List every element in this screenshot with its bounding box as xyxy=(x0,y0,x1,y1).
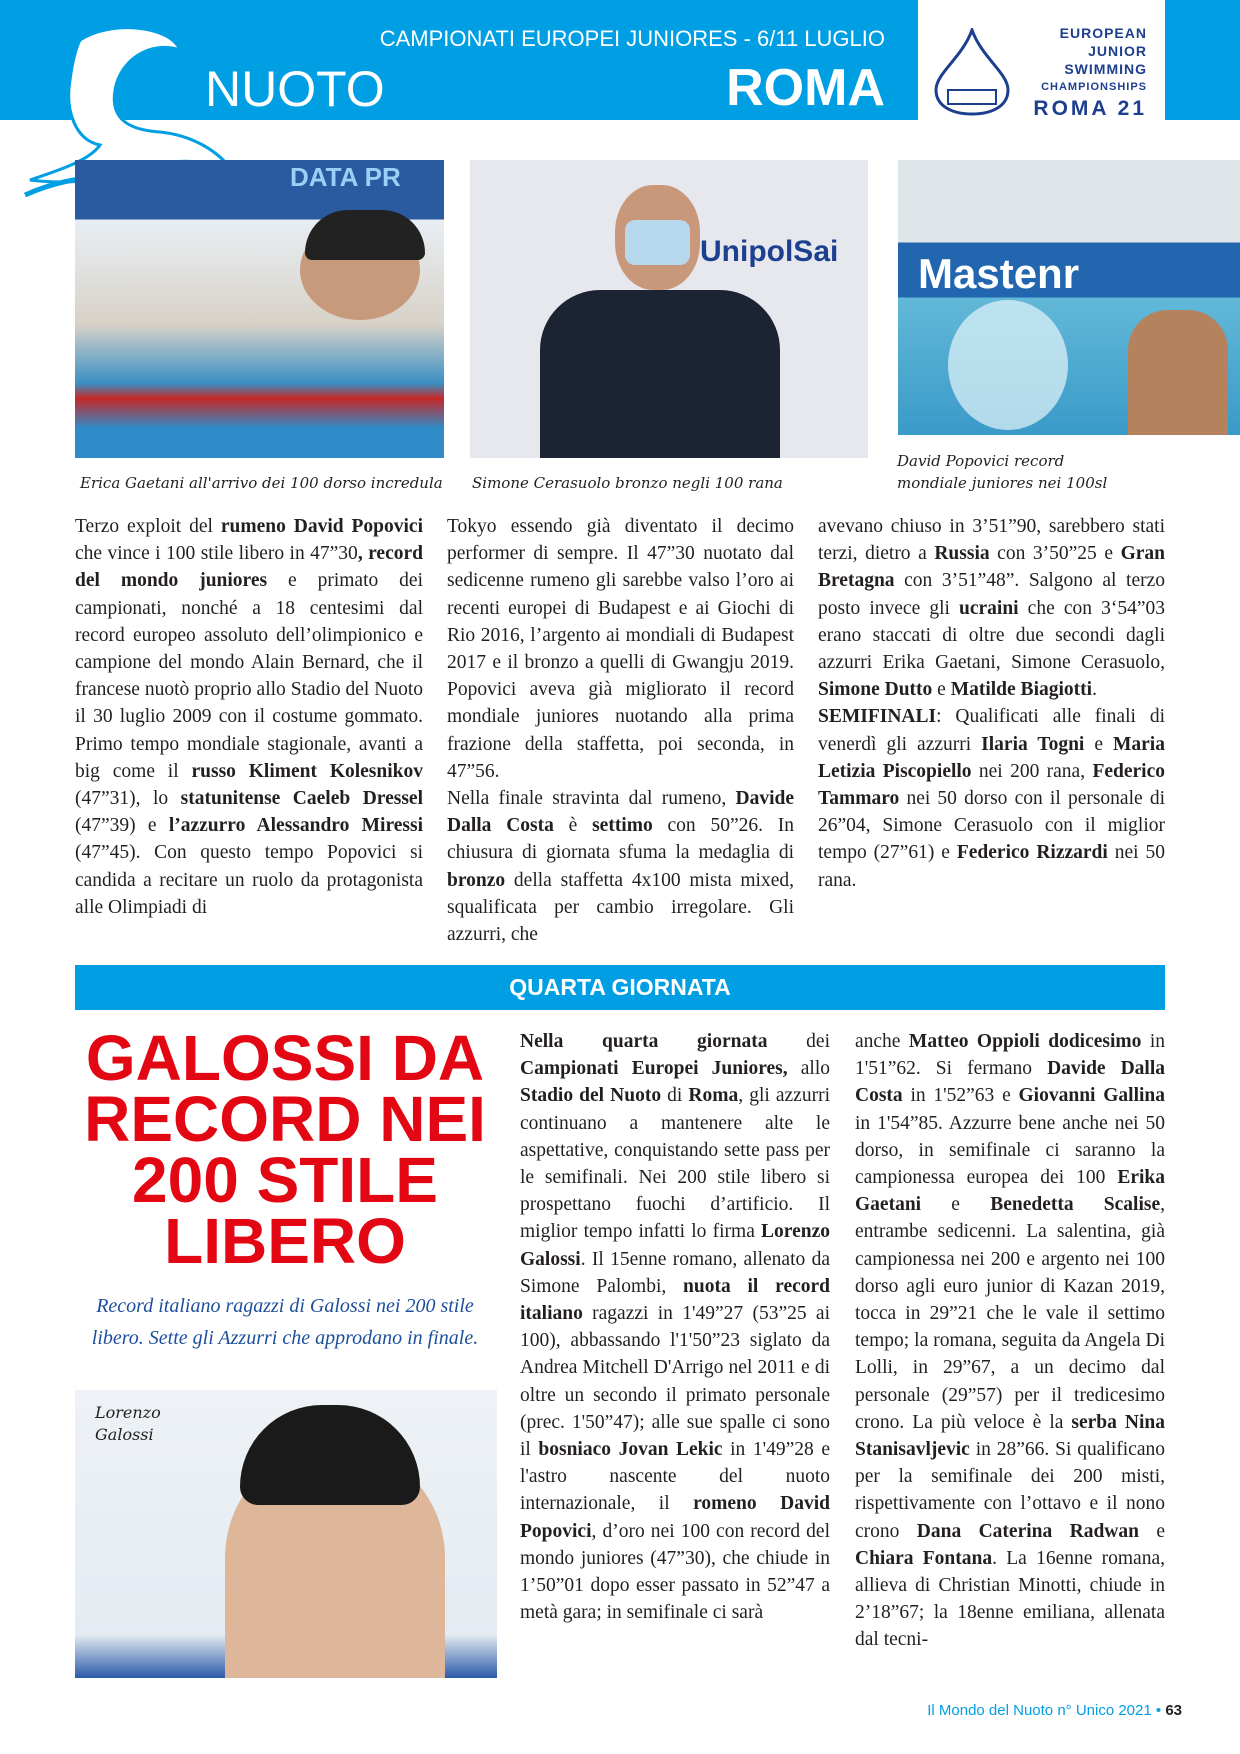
text-run: che vince i 100 stile libero in 47”30 xyxy=(75,543,358,565)
text-run: e xyxy=(921,1194,991,1216)
text-run: con 50”26. In chiusura di giornata sfuma la medaglia di xyxy=(447,815,794,864)
photo-sign: UnipolSai xyxy=(700,235,839,268)
text-run: avevano chiuso in 3’51”90, sarebbero stati terzi, dietro a xyxy=(818,516,1165,565)
bold-text: Davide Dalla Costa xyxy=(855,1058,1165,1107)
text-run: allo xyxy=(787,1058,830,1080)
bold-text: statunitense Caeleb Dressel xyxy=(180,788,423,810)
text-run: nei 50 rana. xyxy=(818,842,1165,891)
article2-column-1 xyxy=(520,1028,830,1626)
bold-text: russo Kliment Kolesnikov xyxy=(191,760,424,782)
bold-text: Matteo Oppioli dodicesimo xyxy=(908,1031,1142,1052)
article-headline: GALOSSI DA RECORD NEI 200 STILE LIBERO xyxy=(84,1022,486,1277)
bold-text: Gran Bretagna xyxy=(818,543,1165,592)
text-run: di xyxy=(661,1085,689,1107)
photo-sign: DATA PR xyxy=(290,162,401,192)
logo-line: CHAMPIONSHIPS xyxy=(1041,81,1147,93)
page-number: 63 xyxy=(1165,1702,1182,1719)
bold-text: l’azzurro Alessandro Miressi xyxy=(168,815,423,837)
bold-text: SEMIFINALI xyxy=(818,706,937,728)
bold-text: Chiara Fontana xyxy=(855,1547,993,1569)
bold-text: Maria Letizia Piscopiello xyxy=(818,733,1165,782)
paragraph xyxy=(818,513,1165,703)
photo-caption: Lorenzo Galossi xyxy=(95,1403,161,1444)
text-run: con 3’51”48”. Salgono al terzo posto invece gli xyxy=(818,570,1165,619)
bold-text: Benedetta Scalise xyxy=(990,1194,1161,1216)
bold-text: , record del mondo juniores xyxy=(75,543,423,592)
text-run: e xyxy=(1138,1520,1165,1542)
bold-text: Dana Caterina Radwan xyxy=(916,1520,1139,1542)
text-run: dei xyxy=(767,1031,830,1052)
caption-photo-2: Simone Cerasuolo bronzo negli 100 rana xyxy=(472,474,783,492)
magazine-name: Il Mondo del Nuoto n° Unico 2021 • xyxy=(927,1702,1162,1719)
photo-david-popovici xyxy=(898,160,1240,435)
text-run: , entrambe sedicenni. La salentina, già campionessa nei 200 e argento nei 100 dorso agli euro junior di Kazan 2019, tocca in 29”21 che le vale il settimo tempo; la romana, seguita da Angela Di Lolli, in 29”67, a un decimo dal personale (29”57) per il tredicesimo crono. La più veloce è la xyxy=(855,1194,1166,1433)
page-footer xyxy=(927,1702,1182,1719)
paragraph xyxy=(520,1028,830,1626)
bold-text: rumeno David Popovici xyxy=(220,516,423,537)
bold-text: bosniaco Jovan Lekic xyxy=(538,1439,723,1461)
text-run: . La 16enne romana, allieva di Christian Minotti, chiude in 2’18”67; la 18enne emiliana, allenata dal tecni- xyxy=(855,1547,1165,1651)
bold-text: Davide Dalla Costa xyxy=(447,788,794,837)
paragraph xyxy=(818,703,1165,893)
article1-column-3 xyxy=(818,513,1165,894)
text-run: in 1'54”85. Azzurre bene anche nei 50 dorso, in semifinale ci saranno la campionessa europea dei 100 xyxy=(855,1112,1165,1189)
text-run: che con 3‘54”03 erano staccati di oltre due secondi dagli azzurri Erika Gaetani, Simone Cerasuolo, xyxy=(818,597,1165,674)
text-run: nei 200 rana, xyxy=(971,760,1093,782)
photo-simone-cerasuolo xyxy=(470,160,868,458)
text-run: è xyxy=(553,815,593,837)
text-run: Nella finale stravinta dal rumeno, xyxy=(447,788,736,810)
text-run: Tokyo essendo già diventato il decimo performer di sempre. Il 47”30 nuotato dal sedicenne rumeno gli sarebbe valso l’oro ai recenti europei di Budapest e ai Giochi di Rio 2016, l’argento ai mondiali di Budapest 2017 e il bronzo a quelli di Gwangju 2019. Popovici aveva già migliorato il record mondiale juniores nuotando alla prima frazione della staffetta, poi seconda, in 47”56. xyxy=(447,516,794,782)
logo-line: ROMA 21 xyxy=(1033,97,1147,120)
section-title: NUOTO xyxy=(205,61,385,117)
paragraph xyxy=(855,1028,1165,1654)
bold-text: nuota il record italiano xyxy=(520,1275,830,1325)
text-run: . xyxy=(1092,679,1097,701)
event-subtitle: CAMPIONATI EUROPEI JUNIORES - 6/11 LUGLIO xyxy=(379,26,885,51)
bold-text: Federico Rizzardi xyxy=(956,842,1108,864)
bold-text: bronzo xyxy=(447,869,506,891)
bold-text: Giovanni Gallina xyxy=(1018,1085,1165,1107)
paragraph xyxy=(447,513,794,785)
caption-photo-1: Erica Gaetani all'arrivo dei 100 dorso incredula xyxy=(80,474,443,492)
article-subtitle: Record italiano ragazzi di Galossi nei 200 stile libero. Sette gli Azzurri che approdano in finale. xyxy=(91,1295,479,1349)
text-run: (47”39) e xyxy=(75,815,169,837)
photo-lorenzo-galossi xyxy=(75,1390,497,1678)
logo-line: EUROPEAN xyxy=(1059,25,1147,41)
text-run: in 28”66. Si qualificano per la semifinale dei 200 misti, rispettivamente con l’ottavo e il nono crono xyxy=(855,1439,1165,1542)
bold-text: Ilaria Togni xyxy=(981,733,1085,755)
text-run: . Il 15enne romano, allenato da Simone Palombi, xyxy=(520,1248,830,1297)
text-run: Terzo exploit del xyxy=(75,516,221,537)
bold-text: Russia xyxy=(934,543,990,565)
bold-text: romeno David Popovici xyxy=(520,1493,830,1542)
bold-text: Matilde Biagiotti xyxy=(950,679,1093,701)
bold-text: serba Nina Stanisavljevic xyxy=(855,1411,1165,1461)
text-run: anche xyxy=(855,1031,909,1052)
bold-text: Lorenzo Galossi xyxy=(520,1221,830,1270)
text-run: e xyxy=(1084,733,1113,755)
bold-text: Erika Gaetani xyxy=(855,1167,1165,1216)
text-run: nei 50 dorso con il personale di 26”04, Simone Cerasuolo con il miglior tempo (27”61) e xyxy=(818,788,1165,864)
text-run: : Qualificati alle finali di venerdì gli azzurri xyxy=(818,706,1165,755)
photo-erica-gaetani xyxy=(75,160,444,458)
caption-photo-3: David Popovici record mondiale juniores nei 100sl xyxy=(897,452,1108,492)
text-run: in 1'52”63 e xyxy=(902,1085,1019,1107)
logo-line: SWIMMING xyxy=(1064,61,1147,77)
bold-text: Roma xyxy=(688,1085,739,1107)
text-run: della staffetta 4x100 mista mixed, squalificata per cambio irregolare. Gli azzurri, che xyxy=(447,869,794,946)
bold-text: ucraini xyxy=(959,597,1019,619)
article2-column-2 xyxy=(855,1028,1165,1654)
text-run: con 3’50”25 e xyxy=(989,543,1121,565)
logo-line: JUNIOR xyxy=(1088,43,1147,59)
championship-logo xyxy=(918,0,1165,120)
text-run: e primato dei campionati, nonché a 18 centesimi dal record europeo assoluto dell’olimpionico e campione del mondo Alain Bernard, che il francese nuotò proprio allo Stadio del Nuoto il 30 luglio 2009 con il costume gommato. Primo tempo mondiale stagionale, avanti a big come il xyxy=(75,570,423,782)
section-band: QUARTA GIORNATA xyxy=(75,965,1165,1010)
text-run: (47”45). Con questo tempo Popovici si candida a recitare un ruolo da protagonista alle Olimpiadi di xyxy=(75,842,423,918)
bold-text: settimo xyxy=(592,815,653,837)
bold-text: Stadio del Nuoto xyxy=(520,1085,662,1107)
article1-column-2 xyxy=(447,513,794,948)
text-run: in 1'49”28 e l'astro nascente del nuoto internazionale, il xyxy=(520,1439,830,1515)
photo-sign: Mastenr xyxy=(918,250,1080,297)
text-run: (47”31), lo xyxy=(75,788,181,810)
bold-text: Campionati Europei Juniores, xyxy=(520,1058,788,1080)
paragraph xyxy=(75,513,423,921)
bold-text: Federico Tammaro xyxy=(818,760,1165,810)
bold-text: Nella quarta giornata xyxy=(520,1031,768,1052)
paragraph xyxy=(447,785,794,948)
header-bar xyxy=(0,0,1240,120)
text-run: in 1'51”62. Si fermano xyxy=(855,1031,1166,1080)
text-run: , d’oro nei 100 con record del mondo juniores (47”30), che chiude in 1’50”01 dopo esser passato in 52”47 a metà gara; in semifinale ci sarà xyxy=(520,1520,830,1624)
event-city: ROMA xyxy=(726,59,885,117)
text-run: , gli azzurri continuano a mantenere alte le aspettative, conquistando sette pass per le semifinali. Nei 200 stile libero si prospettano fuochi d’artificio. Il miglior tempo infatti lo firma xyxy=(520,1085,830,1243)
water-drop-icon xyxy=(932,28,1012,116)
text-run: ragazzi in 1'49”27 (53”25 ai 100), abbassando l'1'50”23 siglato da Andrea Mitchell D'Arrigo nel 2011 e di oltre un secondo il primato personale (prec. 1'50”47); alle sue spalle ci sono il xyxy=(520,1303,830,1461)
text-run: e xyxy=(932,679,951,701)
bold-text: Simone Dutto xyxy=(818,679,933,701)
article1-column-1 xyxy=(75,513,423,921)
